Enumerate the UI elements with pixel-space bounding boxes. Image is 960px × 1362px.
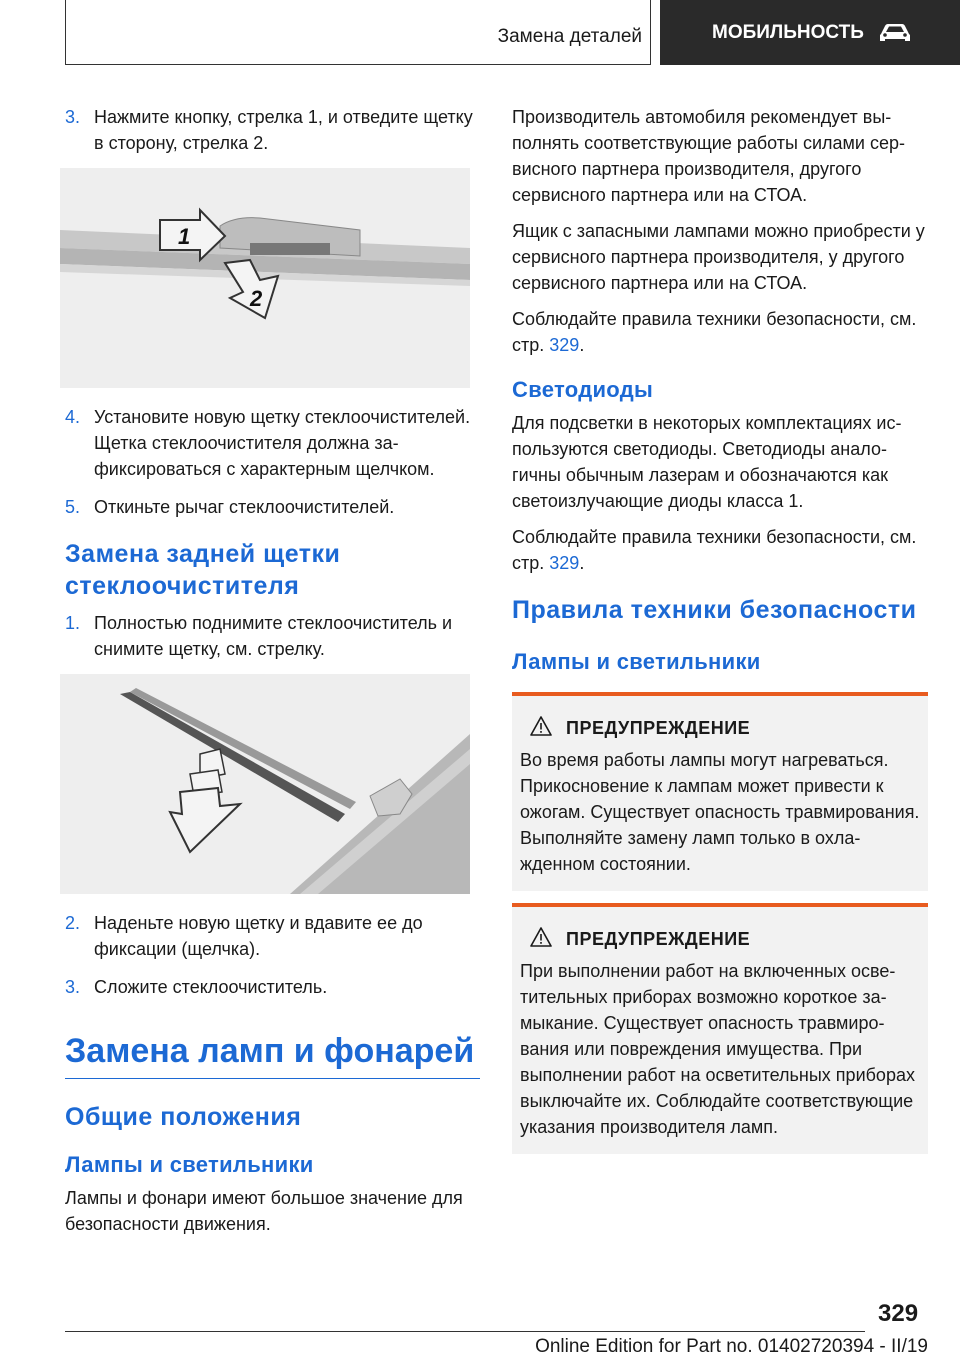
right-column — [512, 104, 928, 1154]
edition-text: Online Edition for Part no. 01402720394 - II/19 — [535, 1336, 928, 1357]
step-text: Установите новую щетку стеклоочистителей. Щетка стеклоочистителя должна зафиксироваться с характерным щелчком. — [94, 407, 471, 479]
step-number: 3. — [65, 977, 81, 997]
step-number: 3. — [65, 107, 81, 127]
warning-text: При выполнении работ на включенных осветительных приборах возможно короткое замыкание. Существует опасность травмирования или повреждения имущества. При выполнении работ на осветительных приборах выключайте их. Соблюдайте соответствующие указания производителя ламп. — [520, 961, 915, 1137]
section-heading: Правила техники безопасности — [512, 596, 917, 624]
step-list — [65, 104, 480, 156]
chapter-heading: Замена ламп и фонарей — [65, 1032, 475, 1070]
list-item — [65, 610, 480, 662]
wiper-figure-2 — [60, 674, 470, 894]
page-link[interactable]: 329 — [549, 335, 580, 355]
warning-box — [512, 903, 928, 1154]
subsection-heading: Лампы и светильники — [512, 649, 761, 674]
warning-triangle-icon — [530, 716, 552, 741]
list-item — [65, 104, 480, 156]
warning-text: Во время работы лампы могут нагреваться. Прикосновение к лампам может привести к ожогам. Существует опасность травмирования. Выполняйте замену ламп только в охлажденном состоянии. — [520, 750, 920, 874]
car-icon — [878, 22, 912, 44]
step-text: Наденьте новую щетку и вдавите ее до фиксации (щелчка). — [94, 913, 423, 959]
step-number: 2. — [65, 913, 81, 933]
subsection-heading: Лампы и светильники — [65, 1152, 314, 1177]
arrow-label-1: 1 — [178, 224, 191, 249]
step-text: Откиньте рычаг стеклоочистителей. — [94, 497, 395, 517]
left-column — [65, 104, 480, 1247]
footer-divider — [65, 1331, 865, 1332]
header-divider — [650, 0, 651, 65]
step-list — [65, 404, 480, 520]
warning-triangle-icon — [530, 927, 552, 952]
step-list — [65, 610, 480, 662]
step-number: 5. — [65, 497, 81, 517]
wiper-figure-1 — [60, 168, 470, 388]
page-link[interactable]: 329 — [549, 553, 580, 573]
warning-box — [512, 692, 928, 891]
paragraph: Соблюдайте правила техники безопасности, см. стр. 329. — [512, 527, 917, 573]
list-item — [65, 974, 480, 1000]
section-heading: Замена задней щетки стеклоочистителя — [65, 540, 341, 600]
paragraph: Соблюдайте правила техники безопасности, см. стр. 329. — [512, 309, 917, 355]
heading-rule — [65, 1078, 480, 1079]
step-text: Сложите стеклоочиститель. — [94, 977, 328, 997]
subsection-heading: Светодиоды — [512, 377, 654, 402]
paragraph: Лампы и фонари имеют большое значение для безопасности движения. — [65, 1188, 463, 1234]
paragraph: Ящик с запасными лампами можно приобрести у сервисного партнера производителя, у другого сервисного партнера или на СТОА. — [512, 221, 925, 293]
paragraph: Для подсветки в некоторых комплектациях используются светодиоды. Светодиоды аналогичны обычным лазерам и обозначаются как светоизлучающие диоды класса 1. — [512, 413, 902, 511]
step-number: 4. — [65, 407, 81, 427]
step-text: Полностью поднимите стеклоочиститель и снимите щетку, см. стрелку. — [94, 613, 453, 659]
section-title: Замена деталей — [497, 26, 642, 47]
section-heading: Общие положения — [65, 1103, 302, 1131]
warning-title: ПРЕДУПРЕЖДЕНИЕ — [566, 718, 751, 738]
list-item — [65, 494, 480, 520]
paragraph: Производитель автомобиля рекомендует выполнять соответствующие работы силами сервисного партнера производителя, другого сервисного партнера или на СТОА. — [512, 107, 905, 205]
list-item — [65, 404, 480, 482]
step-number: 1. — [65, 613, 81, 633]
header-divider — [65, 64, 651, 65]
page-number: 329 — [878, 1300, 919, 1327]
chapter-tab — [660, 0, 960, 65]
header-divider — [65, 0, 66, 65]
warning-title: ПРЕДУПРЕЖДЕНИЕ — [566, 929, 751, 949]
step-text: Нажмите кнопку, стрелка 1, и отведите щетку в сторону, стрелка 2. — [94, 107, 473, 153]
list-item — [65, 910, 480, 962]
arrow-label-2: 2 — [250, 286, 263, 311]
step-list — [65, 910, 480, 1000]
chapter-title: МОБИЛЬНОСТЬ — [712, 21, 864, 43]
